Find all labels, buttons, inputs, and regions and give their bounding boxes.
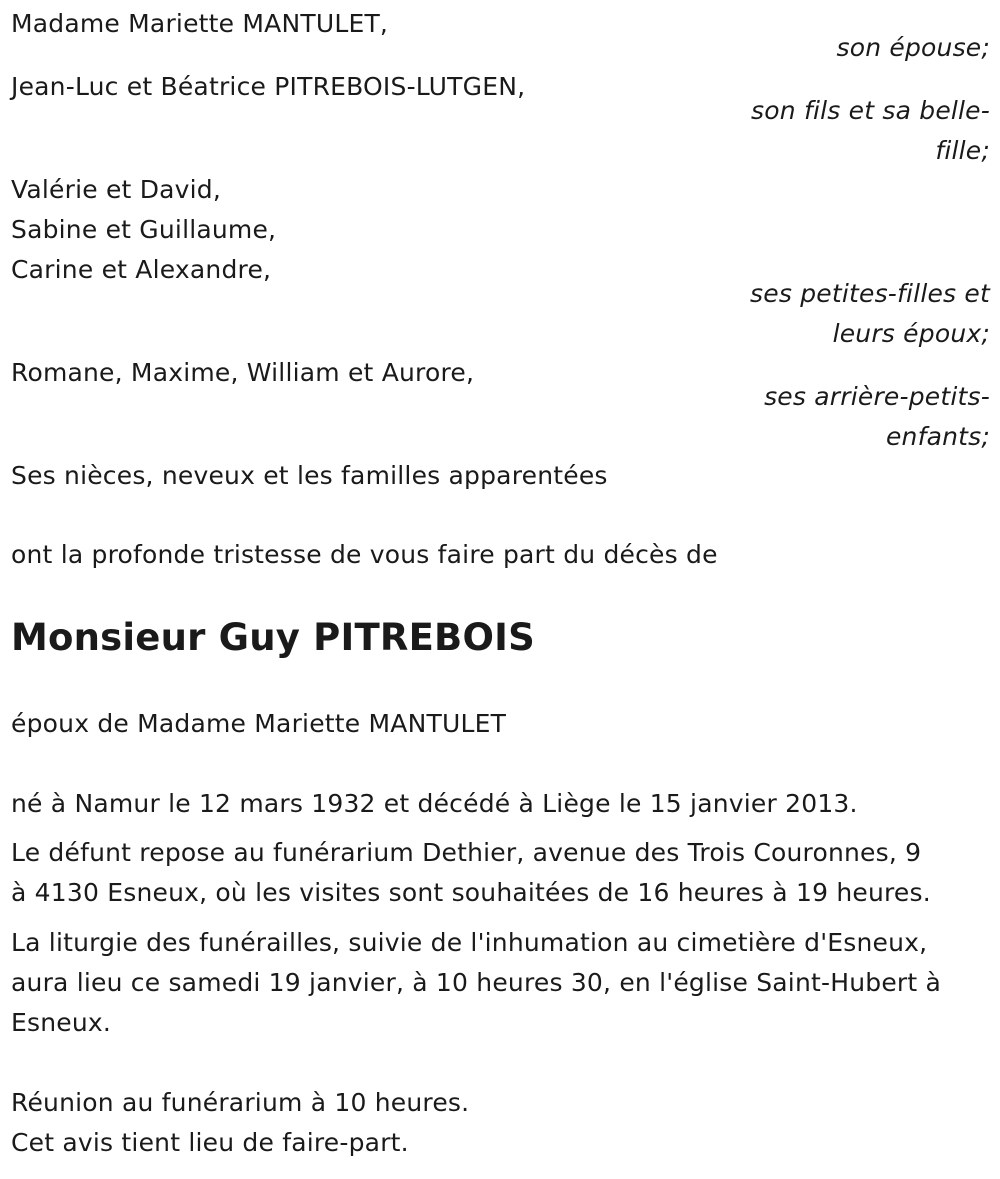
meeting: Réunion au funérarium à 10 heures. — [11, 1088, 470, 1117]
relatives: Ses nièces, neveux et les familles apparentées — [11, 461, 608, 490]
deceased-name: Monsieur Guy PITREBOIS — [11, 616, 535, 659]
announcement-intro: ont la profonde tristesse de vous faire part du décès de — [11, 540, 718, 569]
repose-line2: à 4130 Esneux, où les visites sont souhaitées de 16 heures à 19 heures. — [11, 878, 931, 907]
granddaughter-1: Valérie et David, — [11, 175, 222, 204]
notice: Cet avis tient lieu de faire-part. — [11, 1128, 409, 1157]
liturgy-line2: aura lieu ce samedi 19 janvier, à 10 heures 30, en l'église Saint-Hubert à — [11, 968, 942, 997]
birth-death: né à Namur le 12 mars 1932 et décédé à Liège le 15 janvier 2013. — [11, 789, 858, 818]
spouse-of: époux de Madame Mariette MANTULET — [11, 709, 507, 738]
repose-line1: Le défunt repose au funérarium Dethier, avenue des Trois Couronnes, 9 — [11, 838, 922, 867]
granddaughters-role-line2: leurs époux; — [832, 319, 990, 348]
granddaughters-role-line1: ses petites-filles et — [750, 279, 990, 308]
granddaughter-2: Sabine et Guillaume, — [11, 215, 277, 244]
liturgy-line3: Esneux. — [11, 1008, 112, 1037]
son-role-line1: son fils et sa belle- — [751, 96, 990, 125]
spouse-role: son épouse; — [836, 33, 990, 62]
great-grandchildren-role-line1: ses arrière-petits- — [764, 382, 990, 411]
spouse-name: Madame Mariette MANTULET, — [11, 9, 389, 38]
great-grandchildren-role-line2: enfants; — [885, 422, 990, 451]
liturgy-line1: La liturgie des funérailles, suivie de l'inhumation au cimetière d'Esneux, — [11, 928, 928, 957]
son-role-line2: fille; — [935, 136, 990, 165]
great-grandchildren: Romane, Maxime, William et Aurore, — [11, 358, 475, 387]
granddaughter-3: Carine et Alexandre, — [11, 255, 272, 284]
son-name: Jean-Luc et Béatrice PITREBOIS-LUTGEN, — [11, 72, 526, 101]
